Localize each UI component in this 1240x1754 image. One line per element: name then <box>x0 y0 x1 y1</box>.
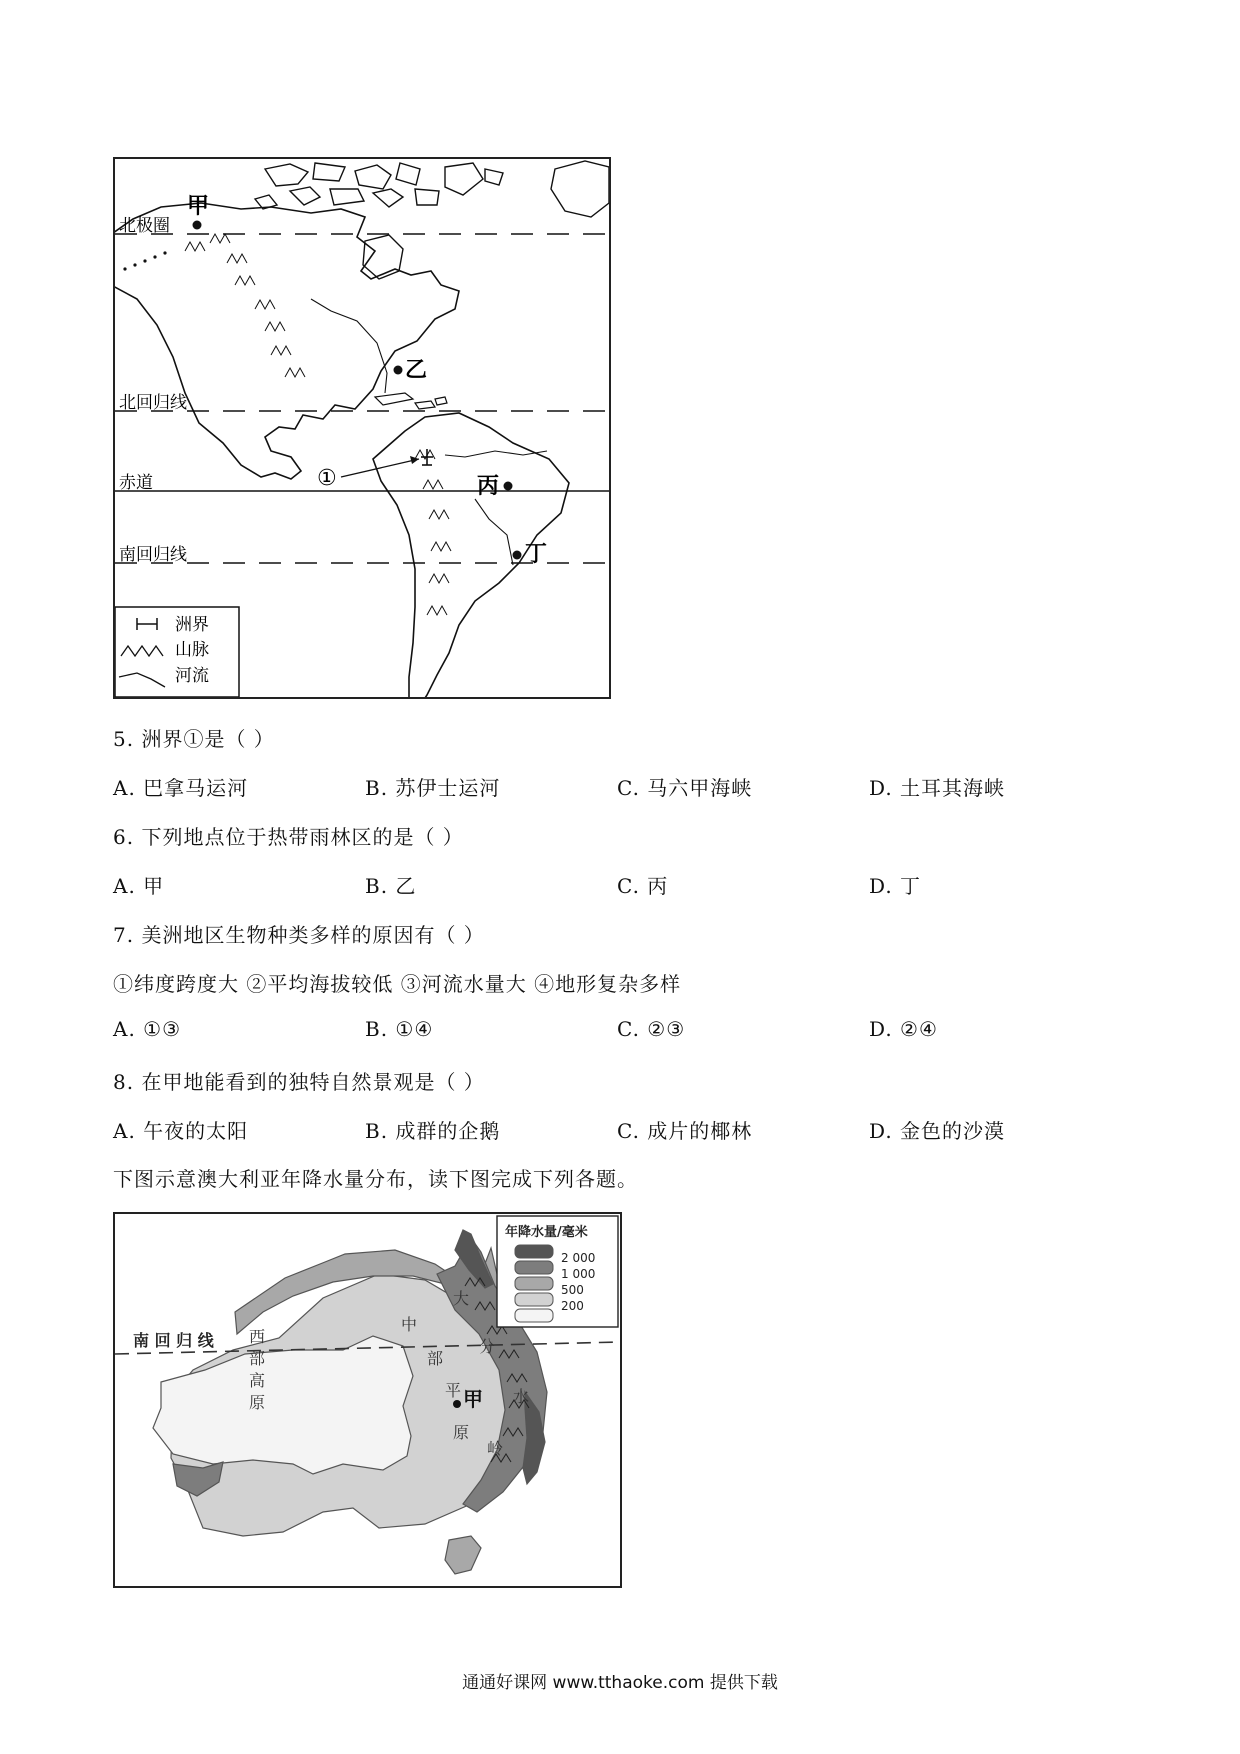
question-8-option-a[interactable]: A. 午夜的太阳 <box>113 1119 249 1143</box>
legend-mountain-label: 山脉 <box>175 640 209 660</box>
boundary-arrow-head <box>410 456 419 464</box>
legend-value-2000: 2 000 <box>561 1251 596 1265</box>
question-5-option-d[interactable]: D. 土耳其海峡 <box>869 776 1006 800</box>
legend-swatch-500-1000 <box>515 1277 553 1290</box>
legend-boundary-label: 洲界 <box>175 615 209 635</box>
central-plain-char-3: 平 <box>445 1381 462 1400</box>
west-plateau-char-1: 西 <box>249 1327 266 1346</box>
legend-river-label: 河流 <box>175 666 209 686</box>
question-7-option-d[interactable]: D. ②④ <box>869 1017 938 1041</box>
point-yi-dot <box>394 366 403 375</box>
americas-map-figure <box>115 159 609 697</box>
question-5-option-a[interactable]: A. 巴拿马运河 <box>113 776 249 800</box>
caribbean-islands <box>375 393 447 409</box>
question-7-statements: ①纬度跨度大 ②平均海拔较低 ③河流水量大 ④地形复杂多样 <box>113 972 682 996</box>
question-6-option-a[interactable]: A. 甲 <box>113 874 165 898</box>
australia-intro-text: 下图示意澳大利亚年降水量分布，读下图完成下列各题。 <box>113 1167 638 1191</box>
point-bing-label: 丙 <box>477 474 500 499</box>
west-plateau-char-4: 原 <box>249 1393 266 1412</box>
mountain-symbols <box>185 234 451 615</box>
legend-value-200: 200 <box>561 1299 584 1313</box>
question-6-option-d[interactable]: D. 丁 <box>869 874 922 898</box>
legend-swatch-1000-2000 <box>515 1261 553 1274</box>
divide-range-char-2: 分 <box>479 1337 496 1356</box>
legend-swatch-200-500 <box>515 1293 553 1306</box>
legend-value-500: 500 <box>561 1283 584 1297</box>
question-7-option-b[interactable]: B. ①④ <box>365 1017 434 1041</box>
equator-label: 赤道 <box>119 473 153 493</box>
question-5-text: 5. 洲界①是（ ） <box>113 727 275 751</box>
legend-swatch-below-200 <box>515 1309 553 1322</box>
north-america-outline <box>115 203 459 479</box>
question-6-option-b[interactable]: B. 乙 <box>365 874 417 898</box>
point-ding-dot <box>513 551 522 560</box>
tropic-of-capricorn-label: 南 回 归 线 <box>133 1331 214 1350</box>
question-8-option-d[interactable]: D. 金色的沙漠 <box>869 1119 1006 1143</box>
point-jia-label: 甲 <box>187 194 210 219</box>
central-plain-char-1: 中 <box>401 1315 418 1334</box>
question-6-text: 6. 下列地点位于热带雨林区的是（ ） <box>113 825 464 849</box>
question-6-option-c[interactable]: C. 丙 <box>617 874 669 898</box>
australia-map-figure <box>115 1214 620 1586</box>
tasmania <box>445 1536 481 1574</box>
question-8-option-c[interactable]: C. 成片的椰林 <box>617 1119 753 1143</box>
divide-range-char-3: 水 <box>513 1387 530 1406</box>
divide-range-char-1: 大 <box>453 1289 470 1308</box>
hudson-bay <box>363 235 403 279</box>
central-plain-char-4: 原 <box>453 1423 470 1442</box>
point-jia-dot <box>453 1400 461 1408</box>
boundary-arrow-line <box>341 459 419 477</box>
australia-map <box>113 1212 622 1588</box>
point-bing-dot <box>504 482 513 491</box>
point-ding-label: 丁 <box>525 542 548 567</box>
question-8-text: 8. 在甲地能看到的独特自然景观是（ ） <box>113 1070 485 1094</box>
question-5-option-b[interactable]: B. 苏伊士运河 <box>365 776 501 800</box>
page-footer: 通通好课网 www.tthaoke.com 提供下载 <box>462 1673 778 1693</box>
zone-below-200 <box>153 1336 413 1474</box>
americas-map <box>113 157 611 699</box>
point-jia-dot <box>193 221 202 230</box>
tropic-of-capricorn-label: 南回归线 <box>119 545 187 565</box>
west-plateau-char-2: 部 <box>249 1349 266 1368</box>
arctic-circle-label: 北极圈 <box>119 216 170 236</box>
central-plain-char-2: 部 <box>427 1349 444 1368</box>
tropic-of-cancer-label: 北回归线 <box>119 393 187 413</box>
legend-value-1000: 1 000 <box>561 1267 596 1281</box>
legend-title: 年降水量/毫米 <box>505 1225 588 1240</box>
question-7-option-a[interactable]: A. ①③ <box>113 1017 182 1041</box>
arctic-islands <box>255 163 503 209</box>
rivers <box>311 299 547 565</box>
aleutian-islands <box>123 251 166 270</box>
divide-range-char-4: 岭 <box>487 1439 504 1458</box>
west-plateau-char-3: 高 <box>249 1371 266 1390</box>
question-8-option-b[interactable]: B. 成群的企鹅 <box>365 1119 501 1143</box>
boundary-marker-label: ① <box>317 466 337 491</box>
point-yi-label: 乙 <box>405 358 428 383</box>
point-jia-label: 甲 <box>463 1387 483 1411</box>
legend-swatch-over-2000 <box>515 1245 553 1258</box>
question-5-option-c[interactable]: C. 马六甲海峡 <box>617 776 753 800</box>
question-7-option-c[interactable]: C. ②③ <box>617 1017 686 1041</box>
greenland <box>551 161 609 217</box>
question-7-text: 7. 美洲地区生物种类多样的原因有（ ） <box>113 923 485 947</box>
